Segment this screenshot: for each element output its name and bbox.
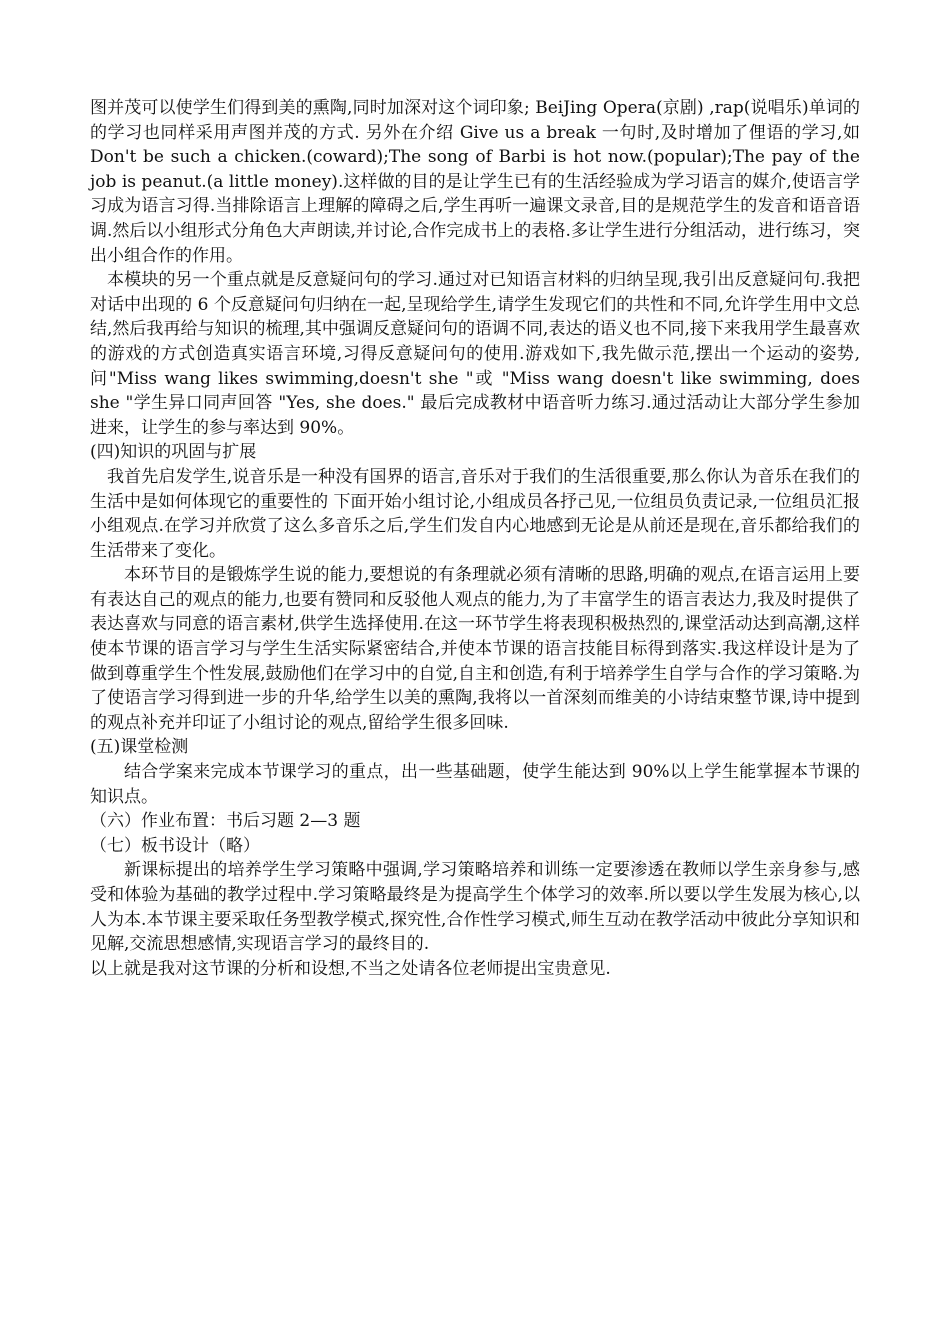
paragraph-tag-questions: 本模块的另一个重点就是反意疑问句的学习.通过对已知语言材料的归纳呈现,我引出反意疑问句.我把对话中出现的 6 个反意疑问句归纳在一起,呈现给学生,请学生发现它们的共性和不同,允许学生用中文总结,然后我再给与知识的梳理,其中强调反意疑问句的语调不同,表达的语义也不同,接下来我用学生最喜欢的游戏的方式创造真实语言环境,习得反意疑问句的使用.游戏如下,我先做示范,摆出一个运动的姿势,问"Miss wang likes swimming,doesn't she "或 "Miss wang doesn't like swimming, does she "学生异口同声回答 "Yes, she does." 最后完成教材中语音听力练习.通过活动让大部分学生参加进来，让学生的参与率达到 90%。: [90, 270, 860, 438]
section-heading-homework: （六）作业布置：书后习题 2—3 题: [90, 811, 361, 832]
paragraph-music-discussion: 我首先启发学生,说音乐是一种没有国界的语言,音乐对于我们的生活很重要,那么你认为音乐在我们的生活中是如何体现它的重要性的 下面开始小组讨论,小组成员各抒己见,一位组员负责记录,一位组员汇报小组观点.在学习并欣赏了这么多音乐之后,学生们发自内心地感到无论是从前还是现在,音乐都给我们的生活带来了变化。: [90, 466, 860, 561]
section-heading-consolidation: (四)知识的巩固与扩展: [90, 442, 257, 463]
paragraph-listening-methods: 图并茂可以使学生们得到美的熏陶,同时加深对这个词印象; BeiJing Opera(京剧) ,rap(说唱乐)单词的的学习也同样采用声图并茂的方式. 另外在介绍 Give us a break 一句时,及时增加了俚语的学习,如 Don't be such a chicken.(coward);The song of Barbi is hot now.(popular);The pay of the job is peanut.(a little money).这样做的目的是让学生已有的生活经验成为学习语言的媒介,使语言学习成为语言习得.当排除语言上理解的障碍之后,学生再听一遍课文录音,目的是规范学生的发音和语音语调.然后以小组形式分角色大声朗读,并讨论,合作完成书上的表格.多让学生进行分组活动，进行练习，突出小组合作的作用。: [90, 98, 860, 266]
paragraph-classroom-test: 结合学案来完成本节课学习的重点，出一些基础题，使学生能达到 90%以上学生能掌握本节课的知识点。: [90, 762, 860, 807]
section-heading-board-design: （七）板书设计（略）: [90, 835, 260, 856]
paragraph-closing: 以上就是我对这节课的分析和设想,不当之处请各位老师提出宝贵意见.: [90, 958, 611, 979]
section-heading-classroom-test: (五)课堂检测: [90, 737, 189, 758]
paragraph-speaking-ability: 本环节目的是锻炼学生说的能力,要想说的有条理就必须有清晰的思路,明确的观点,在语言运用上要有表达自己的观点的能力,也要有赞同和反驳他人观点的能力,为了丰富学生的语言表达力,我及时提供了表达喜欢与同意的语言素材,供学生选择使用.在这一环节学生将表现积极热烈的,课堂活动达到高潮,这样使本节课的语言学习与学生生活实际紧密结合,并使本节课的语言技能目标得到落实.我这样设计是为了做到尊重学生个性发展,鼓励他们在学习中的自觉,自主和创造,有利于培养学生自学与合作的学习策略.为了使语言学习得到进一步的升华,给学生以美的熏陶,我将以一首深刻而维美的小诗结束整节课,诗中提到的观点补充并印证了小组讨论的观点,留给学生很多回味.: [90, 565, 860, 733]
paragraph-learning-strategy: 新课标提出的培养学生学习策略中强调,学习策略培养和训练一定要渗透在教师以学生亲身参与,感受和体验为基础的教学过程中.学习策略最终是为提高学生个体学习的效率.所以要以学生发展为核心,以人为本.本节课主要采取任务型教学模式,探究性,合作性学习模式,师生互动在教学活动中彼此分享知识和见解,交流思想感情,实现语言学习的最终目的.: [90, 860, 860, 955]
document-body: [90, 96, 860, 981]
